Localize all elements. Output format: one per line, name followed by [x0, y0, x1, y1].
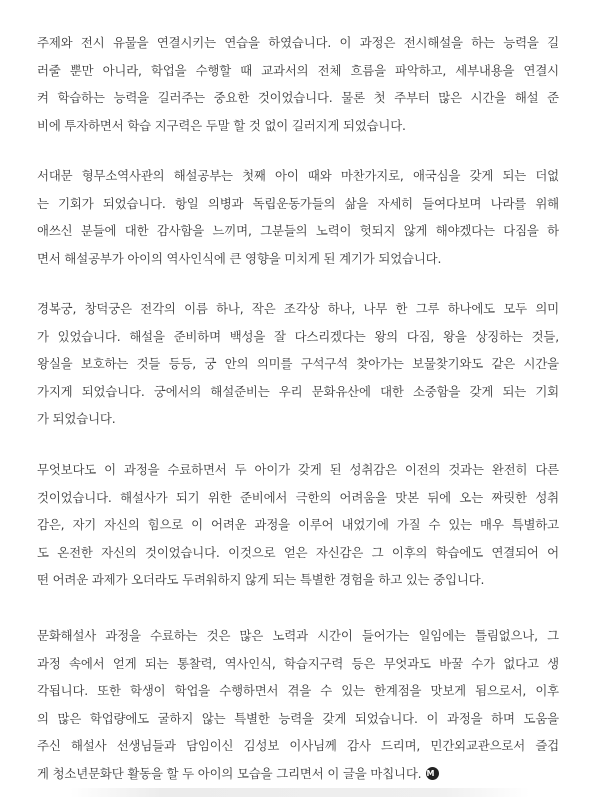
paragraph-1 [37, 29, 559, 139]
text-line: 감은, 자기 자신의 힘으로 이 어려운 과정을 이루어 내었기에 가질 수 있는 매우 특별하고 [37, 517, 559, 532]
text-line [37, 760, 559, 788]
text-line: 면서 해설공부가 아이의 역사인식에 큰 영향을 미치게 된 계기가 되었습니다. [37, 250, 442, 266]
text-line: 비에 투자하면서 학습 지구력은 두말 할 것 없이 길러지게 되었습니다. [37, 117, 406, 133]
text-line: 과정 속에서 얻게 되는 통찰력, 역사인식, 학습지구력 등은 무엇과도 바꿀 수가 없다고 생 [37, 655, 559, 671]
text-line: 러줄 뿐만 아니라, 학업을 수행할 때 교과서의 전체 흐름을 파악하고, 세부내용을 연결시 [37, 62, 559, 78]
end-mark-icon: M [426, 767, 439, 780]
text-line: 것이었습니다. 해설사가 되기 위한 준비에서 극한의 어려움을 맛본 뒤에 오는 짜릿한 성취 [37, 489, 559, 505]
paragraph-5 [37, 622, 559, 787]
text-line: 가지게 되었습니다. 궁에서의 해설준비는 우리 문화유산에 대한 소중함을 갖게 되는 기회 [37, 383, 559, 399]
text-line: 서대문 형무소역사관의 해설공부는 첫째 아이 때와 마찬가지로, 애국심을 갖게 되는 더없 [37, 168, 559, 183]
paragraph-2 [37, 162, 559, 272]
text-line: 주제와 전시 유물을 연결시키는 연습을 하였습니다. 이 과정은 전시해설을 하는 능력을 길 [37, 35, 559, 50]
text-line: 의 많은 학업량에도 굴하지 않는 특별한 능력을 갖게 되었습니다. 이 과정을 하며 도움을 [37, 710, 559, 726]
text-line: 떤 어려운 과제가 오더라도 두려워하지 않게 되는 특별한 경험을 하고 있는 중입니다. [37, 572, 485, 587]
paragraph-4 [37, 456, 559, 594]
text-line: 문화해설사 과정을 수료하는 것은 많은 노력과 시간이 들어가는 일임에는 틀림없으나, 그 [37, 628, 559, 643]
text-line: 애쓰신 분들에 대한 감사함을 느끼며, 그분들의 노력이 헛되지 않게 해야겠다는 다짐을 하 [37, 223, 559, 238]
bottom-divider [70, 788, 530, 797]
text-line: 가 있었습니다. 해설을 준비하며 백성을 잘 다스리겠다는 왕의 다짐, 왕을 상징하는 것들, [37, 328, 559, 344]
text-line: 왕실을 보호하는 것들 등등, 궁 안의 의미를 구석구석 찾아가는 보물찾기와도 같은 시간을 [37, 356, 559, 371]
text-line: 각됩니다. 또한 학생이 학업을 수행하면서 겪을 수 있는 한계점을 맛보게 됨으로서, 이후 [37, 683, 559, 698]
text-line-content: 게 청소년문화단 활동을 할 두 아이의 모습을 그리면서 이 글을 마칩니다. [37, 765, 422, 781]
text-line: 경복궁, 창덕궁은 전각의 이름 하나, 작은 조각상 하나, 나무 한 그루 하나에도 모두 의미 [37, 301, 559, 316]
text-line: 주신 해설사 선생님들과 담임이신 김성보 이사님께 감사 드리며, 민간외교관으로서 즐겁 [37, 738, 559, 753]
text-line: 도 온전한 자신의 것이었습니다. 이것으로 얻은 자신감은 그 이후의 학습에도 연결되어 어 [37, 544, 559, 560]
text-line: 켜 학습하는 능력을 길러주는 중요한 것이었습니다. 물론 첫 주부터 많은 시간을 해설 준 [37, 90, 559, 105]
text-line: 무엇보다도 이 과정을 수료하면서 두 아이가 갖게 된 성취감은 이전의 것과는 완전히 다른 [37, 462, 559, 477]
paragraph-3 [37, 295, 559, 433]
text-line: 가 되었습니다. [37, 411, 116, 426]
text-line: 는 기회가 되었습니다. 항일 의병과 독립운동가들의 삶을 자세히 들여다보며 나라를 위해 [37, 195, 559, 211]
